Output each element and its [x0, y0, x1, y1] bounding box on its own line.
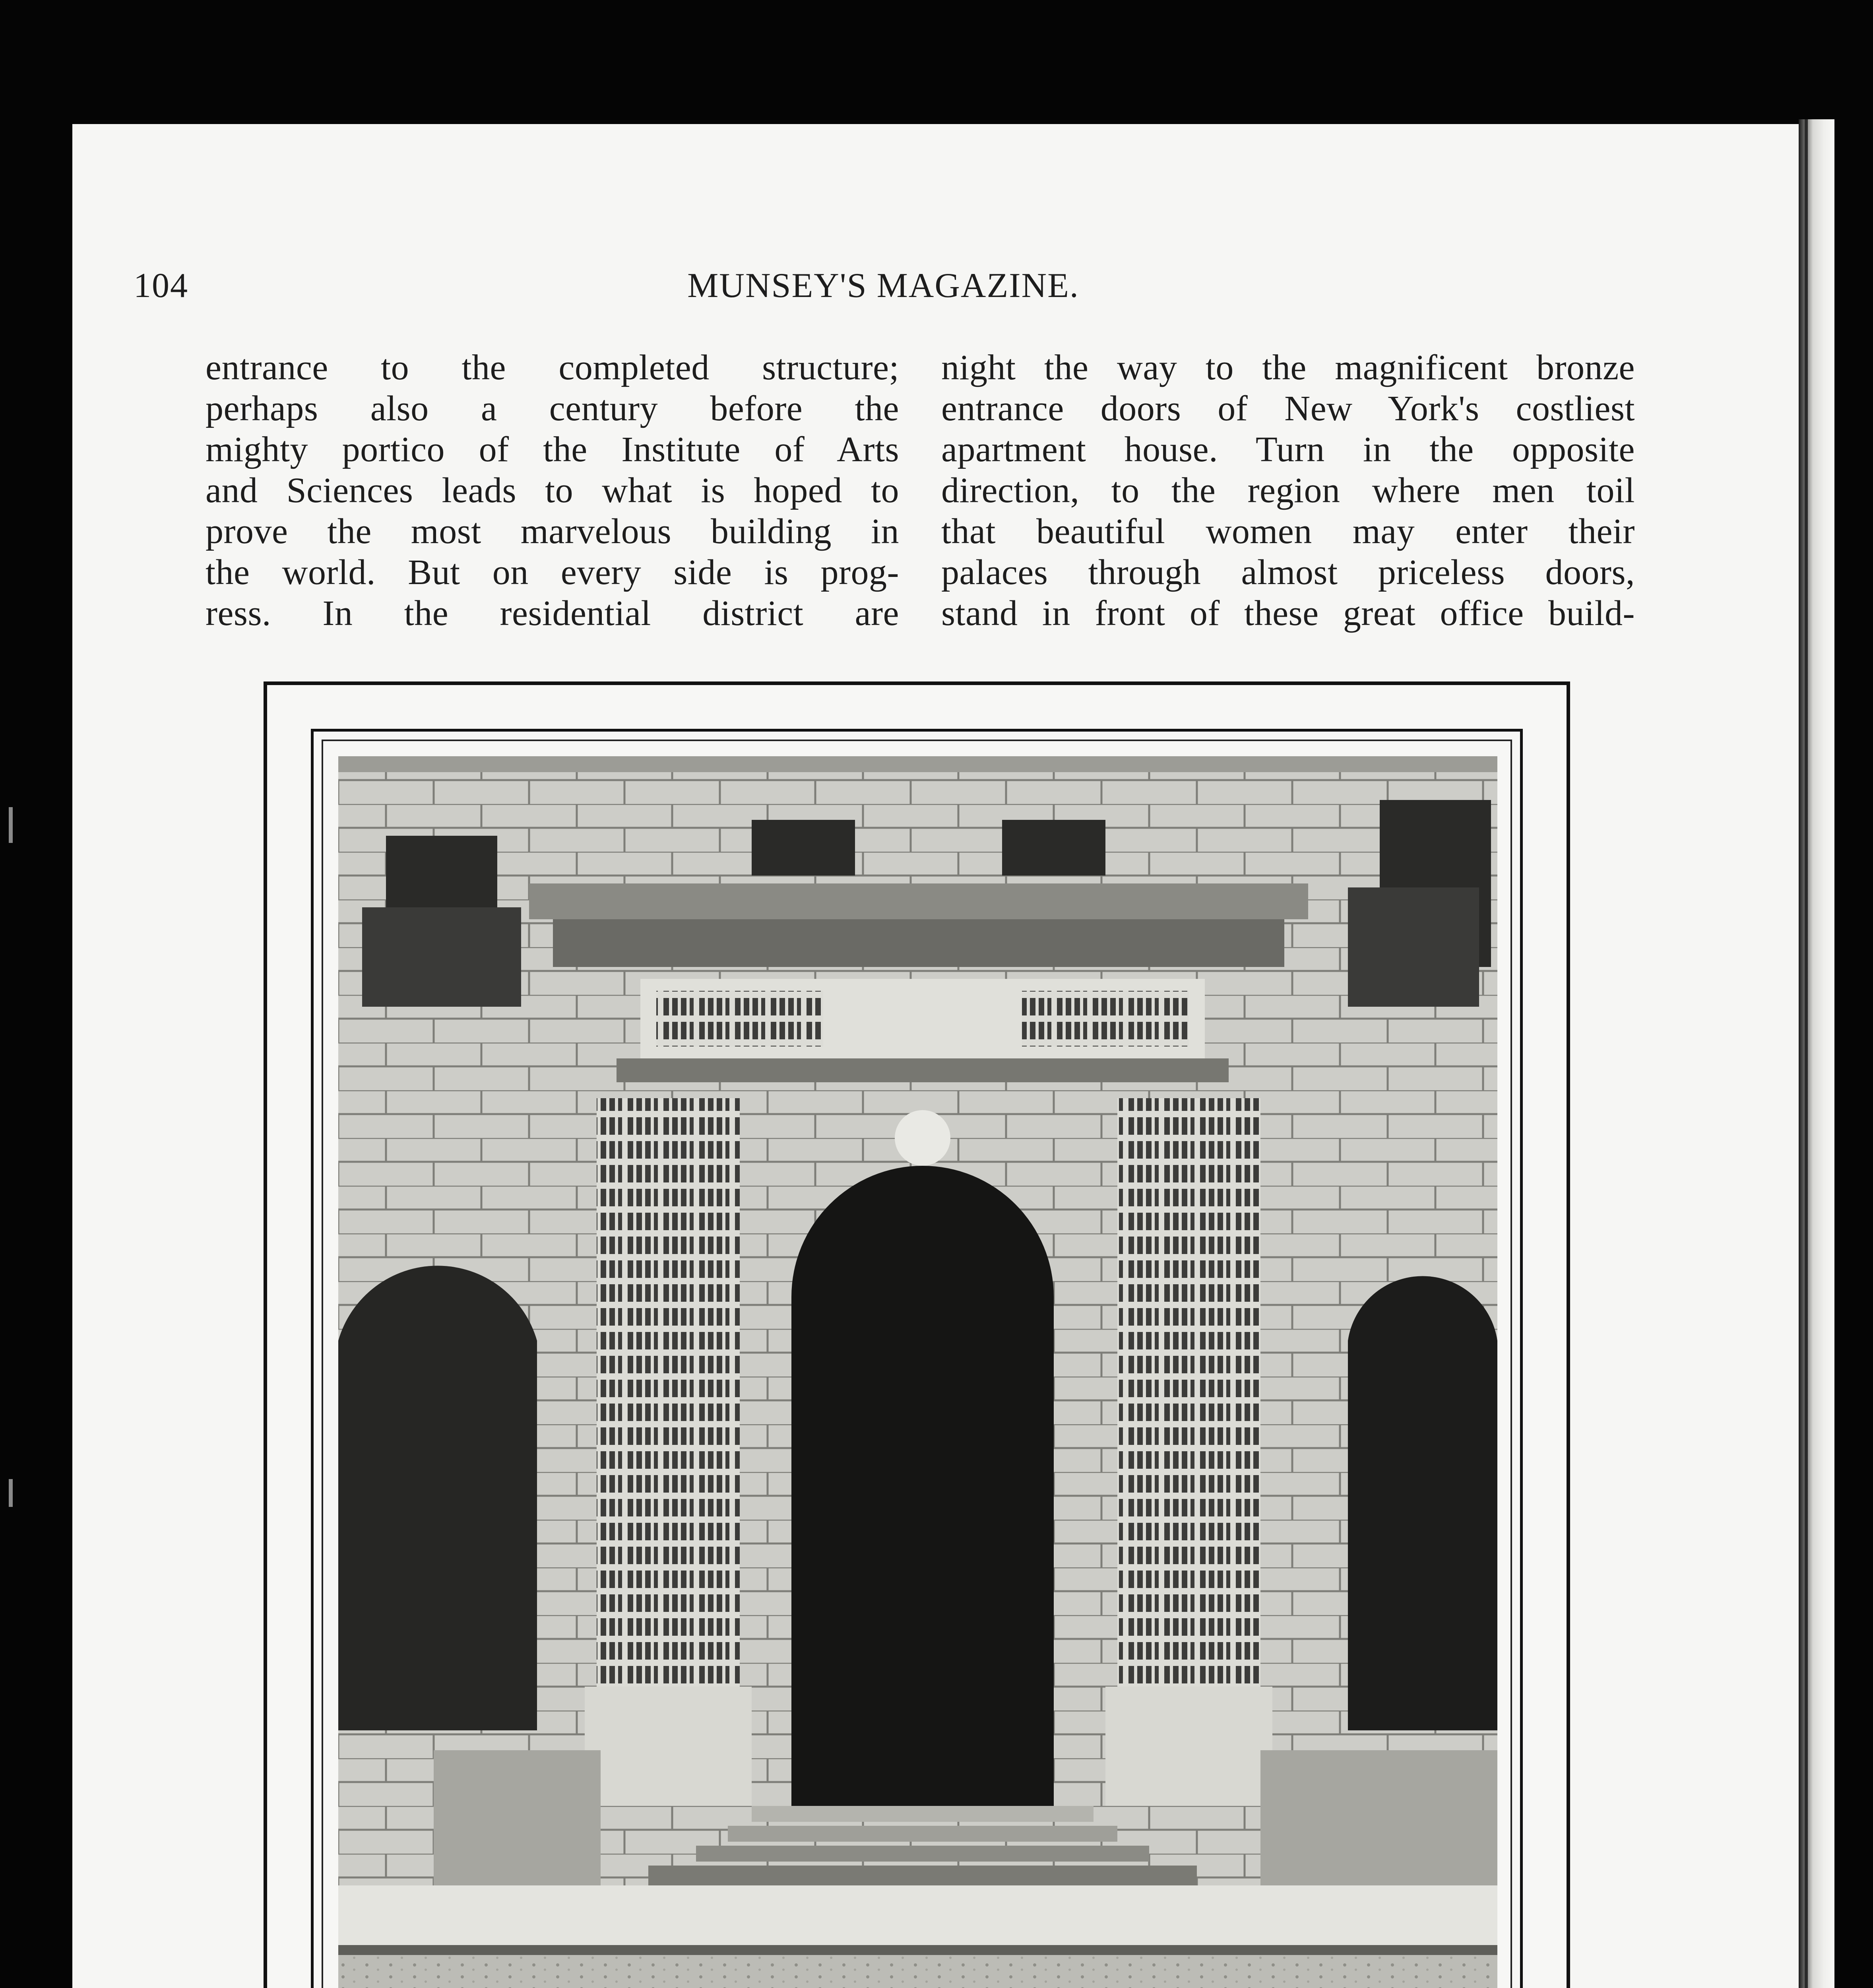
text-line: ress. In the residential district are [206, 594, 899, 633]
magazine-title: MUNSEY'S MAGAZINE. [687, 266, 1079, 305]
scan-edge-mark [9, 1479, 13, 1507]
text-line: prove the most marvelous building in [206, 512, 899, 551]
text-line: entrance to the completed structure; [206, 348, 899, 387]
running-head [134, 266, 1633, 309]
text-line: perhaps also a century before the [206, 389, 899, 428]
top-left-column [206, 347, 899, 634]
text-line: entrance doors of New York's costliest [941, 389, 1635, 428]
page-fold-shadow [1805, 119, 1808, 1988]
doorway-photograph [338, 756, 1497, 1988]
text-line: direction, to the region where men toil [941, 471, 1635, 510]
text-line: night the way to the magnificent bronze [941, 348, 1635, 387]
page-number: 104 [134, 266, 188, 305]
scan-edge-mark [9, 807, 13, 843]
text-line: apartment house. Turn in the opposite [941, 430, 1635, 469]
photo-plate [264, 681, 1570, 1988]
text-line: that beautiful women may enter their [941, 512, 1635, 551]
text-line: mighty portico of the Institute of Arts [206, 430, 899, 469]
plate-frame [311, 729, 1523, 1988]
text-line: and Sciences leads to what is hoped to [206, 471, 899, 510]
text-line: the world. But on every side is prog- [206, 553, 899, 592]
top-right-column [941, 347, 1635, 634]
text-line: stand in front of these great office build- [941, 594, 1635, 633]
facing-page-edge [1799, 119, 1834, 1988]
text-line: palaces through almost priceless doors, [941, 553, 1635, 592]
